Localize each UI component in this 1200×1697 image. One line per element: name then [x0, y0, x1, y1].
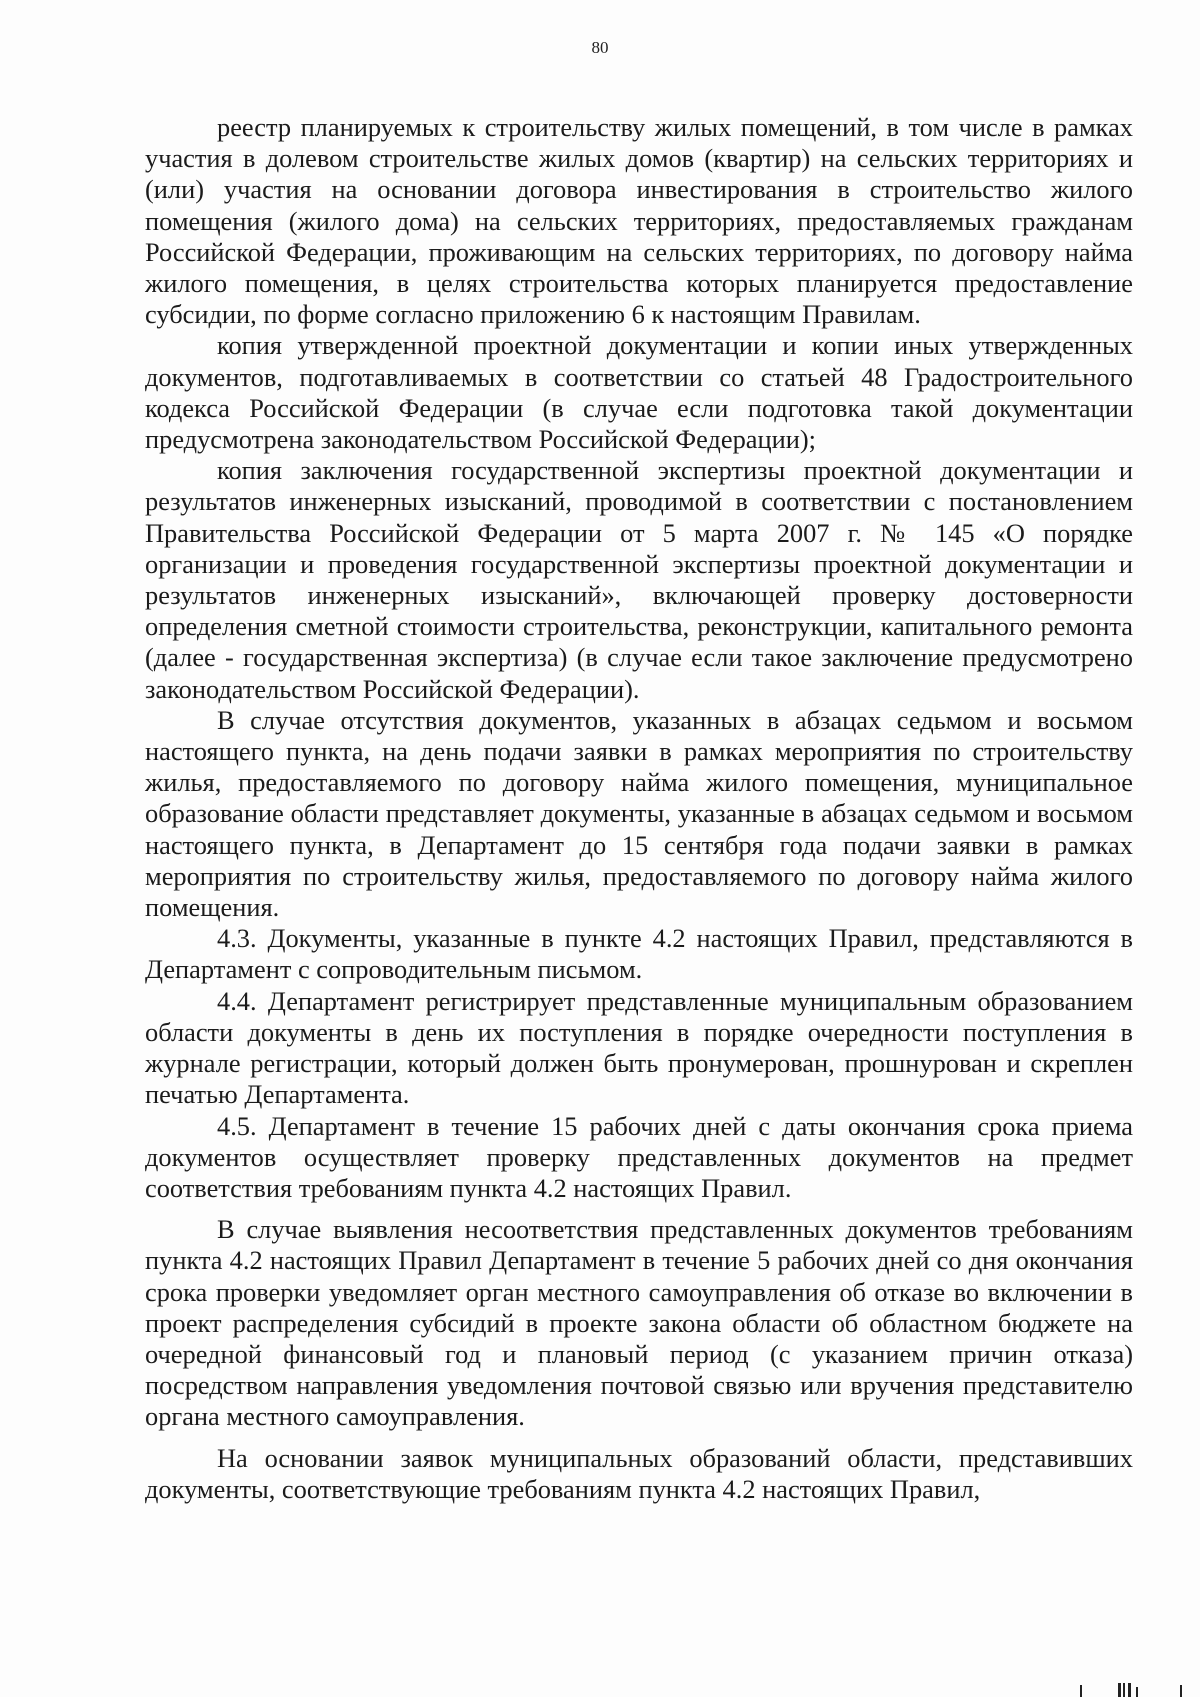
paragraph-nonconformity: В случае выявления несоответствия представленных документов требованиям пункта 4.2 настоящих Правил Департамент в течение 5 рабочих дней со дня окончания срока проверки уведомляет орган местного самоуправления об отказе во включении в проект распределения субсидий в проекте закона области об областном бюджете на очередной финансовый год и плановый период (с указанием причин отказа) посредством направления уведомления почтовой связью или вручения представителю органа местного самоуправления.	[145, 1214, 1133, 1432]
scan-marks	[1070, 1673, 1200, 1697]
page-number: 80	[591, 38, 609, 57]
paragraph-project-docs: копия утвержденной проектной документации и копии иных утвержденных документов, подготавливаемых в соответствии со статьей 48 Градостроительного кодекса Российской Федерации (в случае если подготовка такой документации предусмотрена законодательством Российской Федерации);	[145, 330, 1133, 455]
paragraph-applications: На основании заявок муниципальных образований области, представивших документы, соответствующие требованиям пункта 4.2 настоящих Правил,	[145, 1442, 1133, 1504]
paragraph-4-3: 4.3. Документы, указанные в пункте 4.2 настоящих Правил, представляются в Департамент с сопроводительным письмом.	[145, 923, 1133, 985]
paragraph-missing-docs: В случае отсутствия документов, указанных в абзацах седьмом и восьмом настоящего пункта, на день подачи заявки в рамках мероприятия по строительству жилья, предоставляемого по договору найма жилого помещения, муниципальное образование области представляет документы, указанные в абзацах седьмом и восьмом настоящего пункта, в Департамент до 15 сентября года подачи заявки в рамках мероприятия по строительству жилья, предоставляемого по договору найма жилого помещения.	[145, 704, 1133, 923]
paragraph-4-4: 4.4. Департамент регистрирует представленные муниципальным образованием области документы в день их поступления в порядке очередности поступления в журнале регистрации, который должен быть пронумерован, прошнурован и скреплен печатью Департамента.	[145, 985, 1133, 1110]
document-body	[145, 112, 1133, 1505]
paragraph-4-5: 4.5. Департамент в течение 15 рабочих дней с даты окончания срока приема документов осуществляет проверку представленных документов на предмет соответствия требованиям пункта 4.2 настоящих Правил.	[145, 1110, 1133, 1203]
paragraph-expertise: копия заключения государственной экспертизы проектной документации и результатов инженерных изысканий, проводимой в соответствии с постановлением Правительства Российской Федерации от 5 марта 2007 г. № 145 «О порядке организации и проведения государственной экспертизы проектной документации и результатов инженерных изысканий», включающей проверку достоверности определения сметной стоимости строительства, реконструкции, капитального ремонта (далее - государственная экспертиза) (в случае если такое заключение предусмотрено законодательством Российской Федерации).	[145, 455, 1133, 704]
paragraph-registry: реестр планируемых к строительству жилых помещений, в том числе в рамках участия в долевом строительстве жилых домов (квартир) на сельских территориях и (или) участия на основании договора инвестирования в строительство жилого помещения (жилого дома) на сельских территориях, предоставляемых гражданам Российской Федерации, проживающим на сельских территориях, по договору найма жилого помещения, в целях строительства которых планируется предоставление субсидии, по форме согласно приложению 6 к настоящим Правилам.	[145, 112, 1133, 330]
